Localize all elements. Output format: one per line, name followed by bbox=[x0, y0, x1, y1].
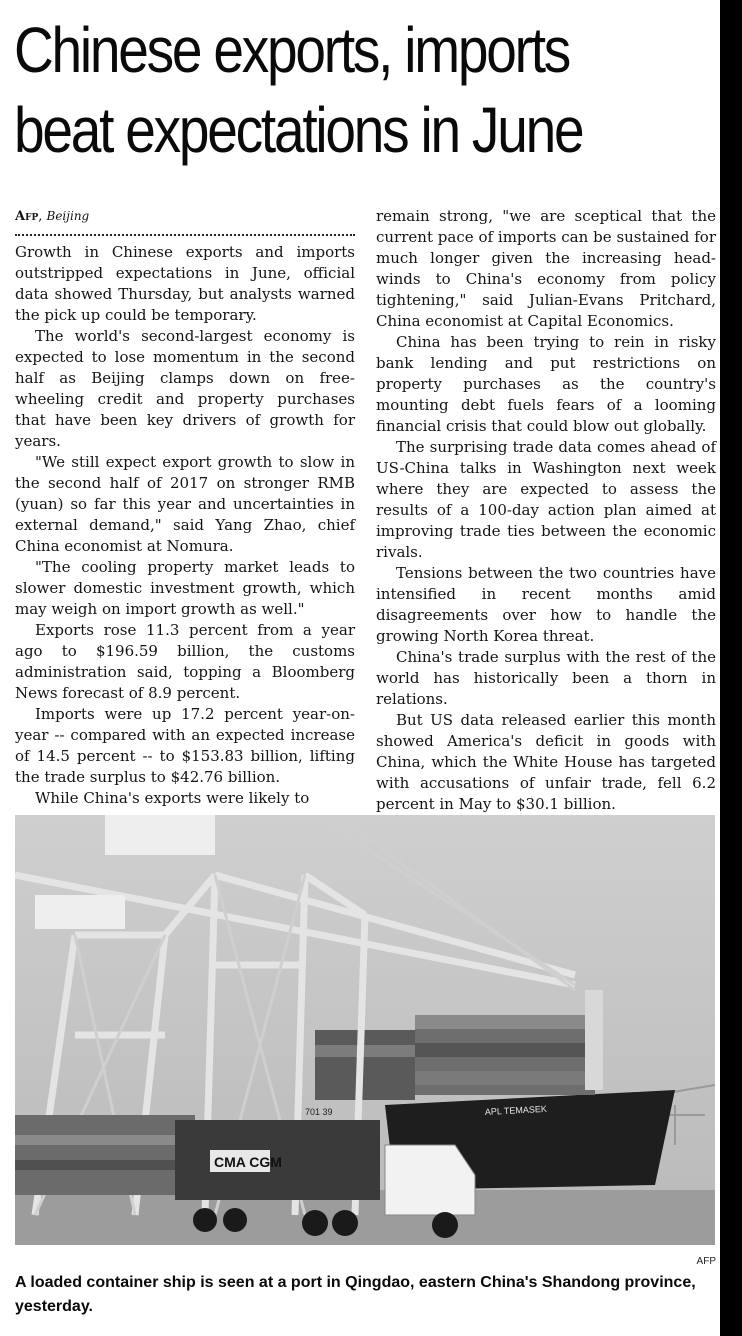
paragraph: While China's exports were likely to bbox=[35, 789, 310, 807]
container-number: 701 39 bbox=[305, 1107, 333, 1117]
paragraph: But US data released earlier this month showed America's deficit in goods with China, which the White House has targeted with accusations of unfair trade, fell 6.2 percent in May to $30.1 billion. bbox=[376, 711, 716, 813]
container-brand: CMA CGM bbox=[214, 1154, 282, 1170]
paragraph: China has been trying to rein in risky bank lending and put restrictions on property purchases as the country's mounting debt fuels fears of a looming financial crisis that could blow out globally. bbox=[376, 333, 716, 435]
crane-cabin bbox=[35, 895, 125, 929]
ship-mast bbox=[585, 990, 603, 1090]
truck-cab bbox=[385, 1145, 475, 1215]
paragraph: remain strong, "we are sceptical that the current pace of imports can be sustained for much longer given the increasing head-winds to China's economy from policy tightening," said Julian-Evans Pritchard, China economist at Capital Economics. bbox=[376, 207, 716, 330]
ship-name: APL TEMASEK bbox=[484, 1103, 548, 1117]
photo-caption: A loaded container ship is seen at a port in Qingdao, eastern China's Shandong province, yesterday. bbox=[15, 1274, 696, 1315]
byline-agency: Afp bbox=[15, 209, 39, 224]
paragraph: "We still expect export growth to slow in the second half of 2017 on stronger RMB (yuan) so far this year and uncertainties in external demand," said Yang Zhao, chief China economist at Nomura. bbox=[15, 453, 355, 555]
paragraph: China's trade surplus with the rest of the world has historically been a thorn in relations. bbox=[376, 648, 716, 708]
crane-cabin bbox=[105, 815, 215, 855]
page-edge-bar bbox=[720, 0, 742, 1336]
byline-divider bbox=[15, 234, 355, 236]
paragraph: Imports were up 17.2 percent year-on-year -- compared with an expected increase of 14.5 percent -- to $153.83 billion, lifting the trade surplus to $42.76 billion. bbox=[15, 705, 355, 786]
byline: Afp, Beijing bbox=[15, 209, 90, 224]
paragraph: Exports rose 11.3 percent from a year ago to $196.59 billion, the customs administration said, topping a Bloomberg News forecast of 8.9 percent. bbox=[15, 621, 355, 702]
headline-line-2: beat expectations in June bbox=[14, 94, 583, 166]
paragraph: The world's second-largest economy is expected to lose momentum in the second half as Beijing clamps down on free-wheeling credit and property purchases that have been key drivers of growth for years. bbox=[15, 327, 355, 450]
headline bbox=[14, 10, 616, 170]
headline-line-1: Chinese exports, imports bbox=[14, 14, 570, 86]
quay-containers bbox=[15, 1115, 195, 1195]
paragraph: The surprising trade data comes ahead of US-China talks in Washington next week where they are expected to assess the results of a 100-day action plan aimed at improving trade ties between the economic rivals. bbox=[376, 438, 716, 561]
paragraph: Growth in Chinese exports and imports outstripped expectations in June, official data showed Thursday, but analysts warned the pick up could be temporary. bbox=[15, 243, 355, 324]
article-column-left bbox=[15, 206, 355, 809]
port-photo-drawing bbox=[15, 815, 715, 1245]
paragraph: "The cooling property market leads to slower domestic investment growth, which may weigh on import growth as well." bbox=[15, 558, 355, 618]
paragraph: Tensions between the two countries have intensified in recent months amid disagreements over how to handle the growing North Korea threat. bbox=[376, 564, 716, 645]
port-photo bbox=[15, 815, 715, 1245]
photo-credit: AFP bbox=[696, 1256, 716, 1267]
article-column-right bbox=[376, 206, 716, 815]
byline-city: Beijing bbox=[46, 209, 90, 223]
